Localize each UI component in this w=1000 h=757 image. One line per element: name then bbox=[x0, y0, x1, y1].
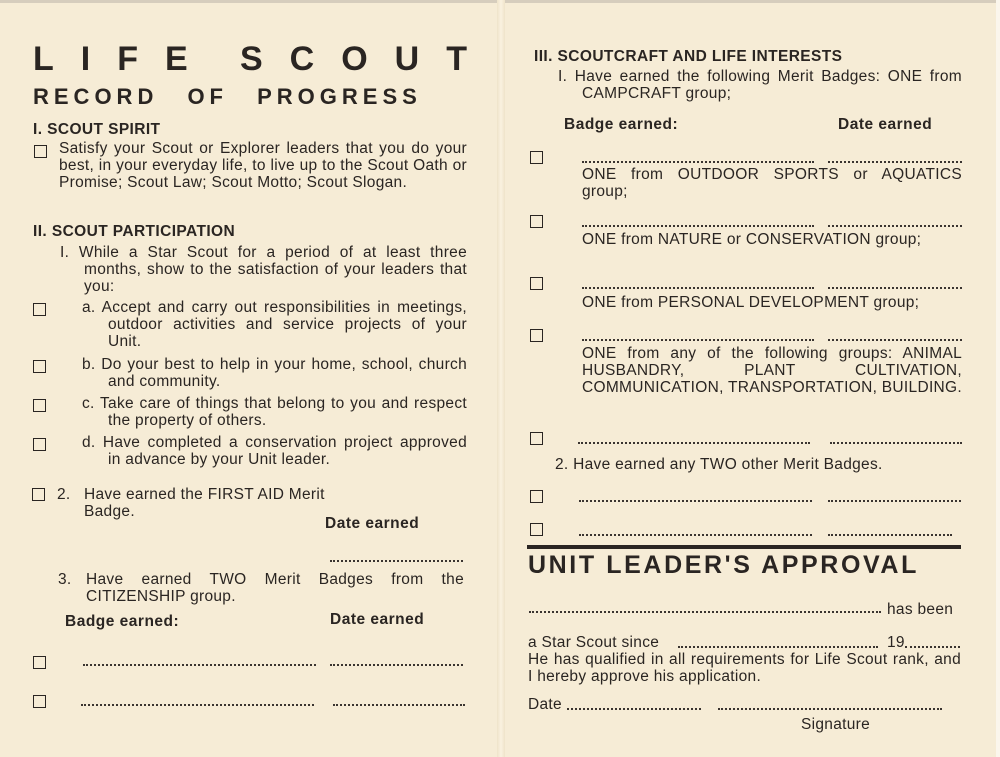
scout-spirit-text: Satisfy your Scout or Explorer leaders that you do your best, in your everyday life, to live up to the Scout Oath or Promise; Scout Law; Scout Motto; Scout Slogan. bbox=[59, 140, 467, 191]
citizenship-badge-field-2[interactable] bbox=[81, 704, 314, 706]
item-a-text: a. Accept and carry out responsibilities in meetings, outdoor activities and service projects of your Unit. bbox=[82, 299, 467, 350]
citizenship-date-label: Date earned bbox=[330, 611, 425, 628]
signature-label: Signature bbox=[801, 716, 871, 733]
page-subtitle: RECORD OF PROGRESS bbox=[33, 84, 422, 109]
any-groups-text: ONE from any of the following groups: ANIMAL HUSBANDRY, PLANT CULTIVATION, COMMUNICATION, TRANSPORTATION, BUILDING. bbox=[582, 345, 963, 396]
scoutcraft-item-2: 2. Have earned any TWO other Merit Badges. bbox=[555, 456, 883, 473]
qualified-text: He has qualified in all requirements for Life Scout rank, and I hereby approve his application. bbox=[528, 651, 961, 685]
checkbox-citizenship-1[interactable] bbox=[33, 656, 46, 669]
star-since-date-field[interactable] bbox=[678, 646, 878, 648]
personal-badge-field[interactable] bbox=[582, 339, 814, 341]
checkbox-any-group[interactable] bbox=[530, 432, 543, 445]
year-prefix: 19 bbox=[887, 634, 905, 651]
scout-name-field[interactable] bbox=[529, 611, 881, 613]
checkbox-item-b[interactable] bbox=[33, 360, 46, 373]
checkbox-outdoor-sports[interactable] bbox=[530, 215, 543, 228]
any-group-date-field[interactable] bbox=[830, 442, 962, 444]
campcraft-date-field[interactable] bbox=[828, 161, 962, 163]
citizenship-badge-label: Badge earned: bbox=[65, 613, 180, 630]
other-badge-field-2[interactable] bbox=[579, 534, 812, 536]
item-b-text: b. Do your best to help in your home, school, church and community. bbox=[82, 356, 467, 390]
item-3-number: 3. bbox=[58, 571, 72, 588]
checkbox-item-c[interactable] bbox=[33, 399, 46, 412]
checkbox-first-aid[interactable] bbox=[32, 488, 45, 501]
center-fold bbox=[497, 0, 505, 757]
other-date-field-2[interactable] bbox=[828, 534, 952, 536]
checkbox-other-badge-1[interactable] bbox=[530, 490, 543, 503]
checkbox-campcraft[interactable] bbox=[530, 151, 543, 164]
scoutcraft-badge-label: Badge earned: bbox=[564, 116, 679, 133]
star-since-text: a Star Scout since bbox=[528, 634, 660, 651]
citizenship-badge-field-1[interactable] bbox=[83, 664, 316, 666]
participation-item-1: I. While a Star Scout for a period of at least three months, show to the satisfaction of your leaders that you: bbox=[60, 244, 467, 295]
item-2-number: 2. bbox=[57, 486, 71, 503]
other-date-field-1[interactable] bbox=[828, 500, 961, 502]
outdoor-sports-text: ONE from OUTDOOR SPORTS or AQUATICS group; bbox=[582, 166, 962, 200]
checkbox-nature[interactable] bbox=[530, 277, 543, 290]
item-c-text: c. Take care of things that belong to you and respect the property of others. bbox=[82, 395, 467, 429]
has-been-text: has been bbox=[887, 601, 954, 618]
approval-date-field[interactable] bbox=[567, 708, 701, 710]
citizenship-text: Have earned TWO Merit Badges from the CITIZENSHIP group. bbox=[86, 571, 464, 605]
outdoor-badge-field[interactable] bbox=[582, 225, 814, 227]
first-aid-date-field[interactable] bbox=[330, 560, 463, 562]
outdoor-date-field[interactable] bbox=[828, 225, 962, 227]
date-label: Date bbox=[528, 696, 562, 713]
year-field[interactable] bbox=[905, 646, 960, 648]
scoutcraft-item-1: I. Have earned the following Merit Badges: ONE from CAMPCRAFT group; bbox=[558, 68, 962, 102]
checkbox-citizenship-2[interactable] bbox=[33, 695, 46, 708]
item-d-text: d. Have completed a conservation project approved in advance by your Unit leader. bbox=[82, 434, 467, 468]
title-scout: SCOUT bbox=[240, 40, 494, 78]
approval-divider bbox=[527, 545, 961, 549]
citizenship-date-field-2[interactable] bbox=[333, 704, 465, 706]
paper-right-edge bbox=[996, 0, 1000, 757]
personal-date-field[interactable] bbox=[828, 339, 962, 341]
any-group-badge-field[interactable] bbox=[578, 442, 810, 444]
checkbox-item-a[interactable] bbox=[33, 303, 46, 316]
approval-heading: UNIT LEADER'S APPROVAL bbox=[528, 551, 919, 579]
personal-development-text: ONE from PERSONAL DEVELOPMENT group; bbox=[582, 294, 920, 311]
citizenship-date-field-1[interactable] bbox=[330, 664, 463, 666]
campcraft-badge-field[interactable] bbox=[582, 161, 814, 163]
title-life: LIFE bbox=[33, 40, 215, 78]
signature-field[interactable] bbox=[718, 708, 942, 710]
first-aid-text: Have earned the FIRST AID Merit Badge. bbox=[84, 486, 325, 520]
section-3-heading: III. SCOUTCRAFT AND LIFE INTERESTS bbox=[534, 48, 843, 65]
first-aid-date-label: Date earned bbox=[325, 515, 420, 532]
nature-text: ONE from NATURE or CONSERVATION group; bbox=[582, 231, 922, 248]
nature-badge-field[interactable] bbox=[582, 287, 814, 289]
checkbox-scout-spirit[interactable] bbox=[34, 145, 47, 158]
checkbox-item-d[interactable] bbox=[33, 438, 46, 451]
nature-date-field[interactable] bbox=[828, 287, 962, 289]
checkbox-personal-development[interactable] bbox=[530, 329, 543, 342]
scoutcraft-date-label: Date earned bbox=[838, 116, 933, 133]
section-1-heading: I. SCOUT SPIRIT bbox=[33, 121, 161, 138]
checkbox-other-badge-2[interactable] bbox=[530, 523, 543, 536]
section-2-heading: II. SCOUT PARTICIPATION bbox=[33, 223, 236, 240]
other-badge-field-1[interactable] bbox=[579, 500, 812, 502]
